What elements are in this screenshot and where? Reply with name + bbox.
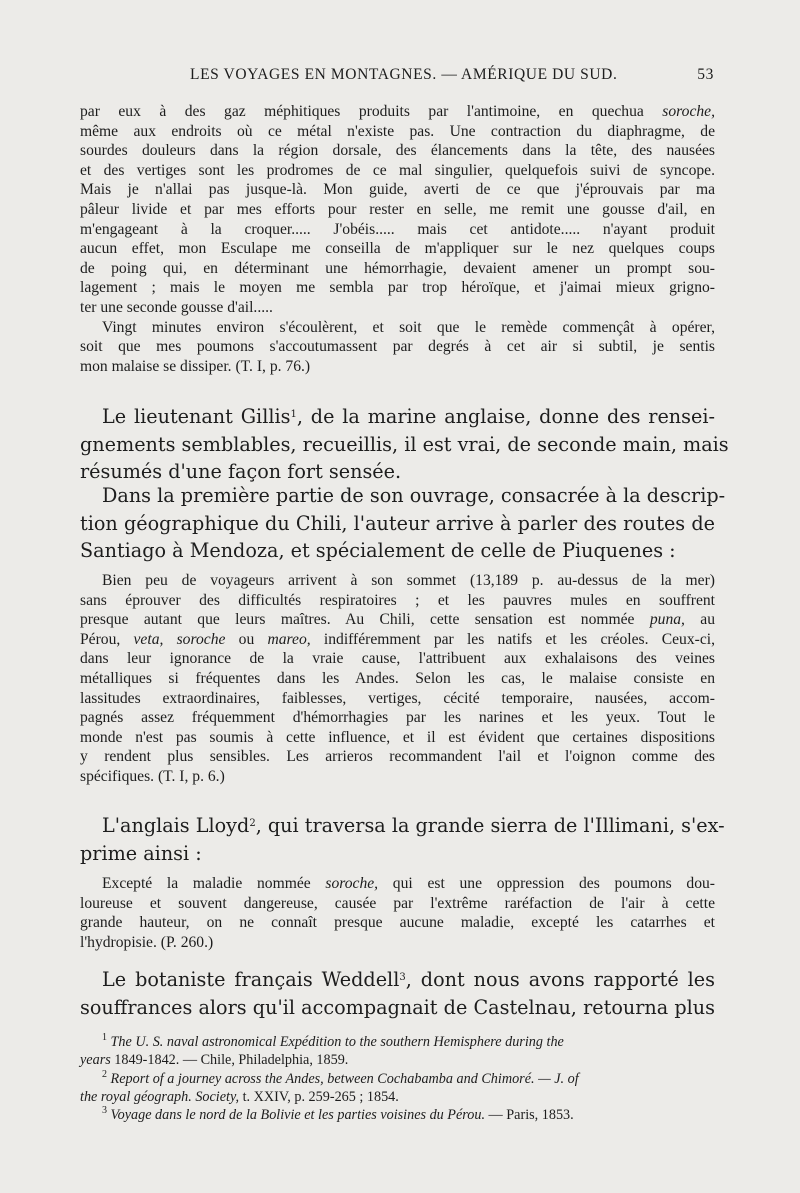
footnote-ref: 2 — [249, 818, 256, 829]
footnote-2: $^2$ Report of a journey across the Andes, between Cochabamba and Chimoré. — J. of — [102, 1068, 579, 1087]
quote-line: pâleur livide et par mes efforts pour rester en selle, me remit une gousse d'ail, en — [80, 200, 715, 218]
quote-line: m'engageant à la croquer..... J'obéis..... mais cet antidote..... n'ayant produit — [80, 220, 715, 238]
footnote-1-cont: years 1849-1842. — Chile, Philadelphia, 1859. — [80, 1052, 349, 1069]
quote-line: de poing qui, en déterminant une hémorrhagie, devaient amener un prompt sou- — [80, 259, 715, 277]
paragraph-line: Le botaniste français Weddell$^3$, dont nous avons rapporté les — [102, 968, 716, 991]
paragraph-description — [80, 482, 726, 565]
quote-block-1 — [80, 102, 715, 376]
quote-line: sourdes douleurs dans la région dorsale, des élancements dans la tête, des nausées — [80, 142, 715, 160]
quote-line: sans éprouver des difficultés respiratoires ; et les pauvres mules en souffrent — [80, 591, 715, 609]
quote-line: même aux endroits où ce métal n'existe pas. Une contraction du diaphragme, de — [80, 122, 715, 140]
quote-block-3 — [80, 874, 715, 952]
quote-block-2 — [80, 571, 715, 787]
paragraph-line: gnements semblables, recueillis, il est vrai, de seconde main, mais — [80, 432, 729, 456]
quote-line: l'hydropisie. (P. 260.) — [80, 933, 214, 951]
paragraph-line: Santiago à Mendoza, et spécialement de celle de Piuquenes : — [80, 539, 676, 563]
page-number: 53 — [697, 66, 714, 83]
quote-line: aucun effet, mon Esculape me conseilla de m'appliquer sur le nez quelques coups — [80, 240, 715, 258]
footnote-ref: 1 — [290, 409, 297, 420]
paragraph-line: prime ainsi : — [80, 841, 202, 865]
footnote-ref: 3 — [399, 972, 406, 983]
quote-line: loureuse et souvent dangereuse, causée par l'extrême raréfaction de l'air à cette — [80, 894, 715, 912]
quote-line: presque autant que leurs maîtres. Au Chili, cette sensation est nommée puna, au — [80, 611, 716, 629]
paragraph-gillis — [80, 403, 729, 486]
paragraph-line: tion géographique du Chili, l'auteur arrive à parler des routes de — [80, 511, 715, 535]
quote-line: mon malaise se dissiper. (T. I, p. 76.) — [80, 357, 311, 375]
quote-line: grande hauteur, on ne connaît presque aucune maladie, excepté les catarrhes et — [80, 914, 715, 932]
paragraph-line: résumés d'une façon fort sensée. — [80, 460, 402, 484]
quote-line: lassitudes extraordinaires, faiblesses, vertiges, cécité temporaire, nausées, accom- — [80, 689, 715, 707]
paragraph-line: Dans la première partie de son ouvrage, consacrée à la descrip- — [102, 484, 726, 507]
paragraph-line: Le lieutenant Gillis$^1$, de la marine anglaise, donne des rensei- — [102, 405, 715, 428]
quote-line: lagement ; mais le moyen me sembla par trop héroïque, et j'aimai mieux grigno- — [80, 279, 715, 297]
quote-line: soit que mes poumons s'accoutumassent par degrés à cet air si subtil, je sentis — [80, 338, 715, 356]
footnote-3: $^3$ Voyage dans le nord de la Bolivie et les parties voisines du Pérou. — Paris, 1853. — [102, 1105, 574, 1124]
paragraph-lloyd — [80, 812, 725, 867]
quote-line: et des vertiges sont les prodromes de ce mal singulier, quelquefois suivi de syncope. — [80, 161, 715, 179]
quote-line: Vingt minutes environ s'écoulèrent, et soit que le remède commençât à opérer, — [102, 318, 715, 336]
paragraph-line: L'anglais Lloyd$^2$, qui traversa la grande sierra de l'Illimani, s'ex- — [102, 814, 725, 837]
paragraph-line: souffrances alors qu'il accompagnait de Castelnau, retourna plus — [80, 995, 715, 1019]
quote-line: ter une seconde gousse d'ail..... — [80, 298, 273, 316]
paragraph-weddell — [80, 966, 715, 1021]
quote-line: Excepté la maladie nommée soroche, qui est une oppression des poumons dou- — [102, 875, 715, 892]
footnote-1: $^1$ The U. S. naval astronomical Expédition to the southern Hemisphere during the — [102, 1032, 564, 1050]
quote-line: Mais je n'allai pas jusque-là. Mon guide, averti de ce que j'éprouvais par ma — [80, 181, 715, 199]
quote-line: Pérou, veta, soroche ou mareo, indifféremment par les natifs et les créoles. Ceux-ci, — [80, 630, 715, 648]
quote-line: pagnés assez fréquemment d'hémorrhagies par les narines et les yeux. Tout le — [80, 709, 715, 727]
quote-line: Bien peu de voyageurs arrivent à son sommet (13,189 p. au-dessus de la mer) — [102, 572, 715, 589]
quote-line: par eux à des gaz méphitiques produits par l'antimoine, en quechua soroche, — [80, 103, 715, 120]
quote-line: monde n'est pas soumis à cette influence, et il est évident que certaines dispositions — [80, 728, 715, 746]
quote-line: dans leur ignorance de la vraie cause, l'attribuent aux exhalaisons des veines — [80, 650, 715, 668]
running-title: LES VOYAGES EN MONTAGNES. — AMÉRIQUE DU SUD. — [190, 66, 618, 83]
quote-line: y rendent plus sensibles. Les arrieros recommandent l'ail et l'oignon comme des — [80, 748, 715, 766]
quote-line: métalliques si fréquentes dans les Andes. Selon les cas, le malaise consiste en — [80, 669, 715, 687]
footnotes — [80, 1033, 715, 1124]
quote-line: spécifiques. (T. I, p. 6.) — [80, 767, 225, 785]
footnote-2-cont: the royal géograph. Society, t. XXIV, p. 259-265 ; 1854. — [80, 1088, 399, 1105]
